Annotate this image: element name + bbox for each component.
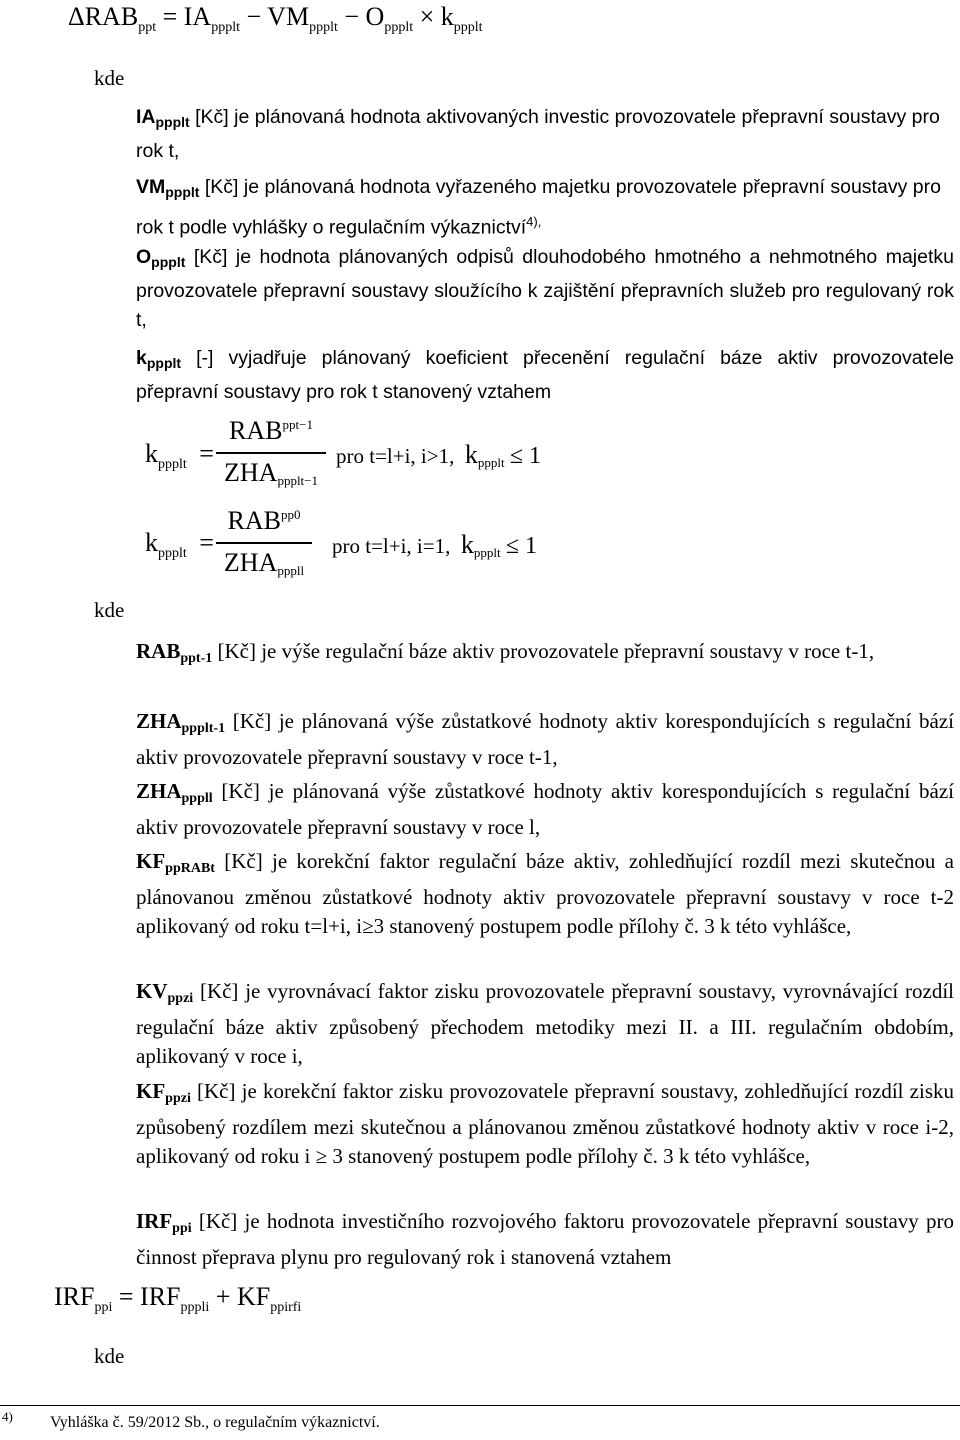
- definition-symbol: $IA_{ppplt}$: [136, 106, 190, 130]
- definition-zha-l: [136, 777, 954, 842]
- definition-text: [-] vyjadřuje plánovaný koeficient přecenění regulační báze aktiv provozovatele přepravní soustavy pro rok t stanovený vztahem: [136, 347, 954, 403]
- definition-symbol: $KV_{ppzi}$: [136, 979, 194, 1006]
- kde-label-1: kde: [94, 66, 125, 90]
- definition-symbol: $RAB_{ppt-1}$: [136, 639, 213, 666]
- eq2-term-kf: $KF_{ppirfi}$: [236, 1282, 302, 1315]
- keq1-condition: pro t=l+i, i>1, $k_{ppplt} \le 1$: [336, 440, 542, 470]
- definition-text: [Kč] je korekční faktor zisku provozovatele přepravní soustavy, zohledňující rozdíl zisku způsobený rozdílem mezi skutečnou a plánovanou změnou zůstatkové hodnoty aktiv v roce i-2, aplikovaný od roku i ≥ 3 stanovený postupem podle přílohy č. 3 k této vyhlášce,: [136, 1079, 954, 1168]
- definition-symbol: $k_{ppplt}$: [136, 347, 182, 371]
- definition-symbol: $VM_{ppplt}$: [136, 176, 200, 200]
- eq1-minus-2: −: [344, 2, 360, 31]
- definition-kf-zisk: [136, 1077, 954, 1171]
- eq2-equals: =: [118, 1282, 134, 1311]
- footnote-separator: [0, 1405, 960, 1406]
- keq1-numerator: $RAB^{ppt-1}$: [229, 416, 313, 445]
- keq1-fraction: [216, 416, 326, 489]
- footnote-reference: 4),: [526, 214, 542, 229]
- eq2-plus: +: [215, 1282, 231, 1311]
- definition-text: [Kč] je plánovaná výše zůstatkové hodnoty aktiv korespondujících s regulační bází aktiv provozovatele přepravní soustavy v roce t-1,: [136, 709, 954, 769]
- eq1-lhs: $\Delta RAB_{ppt}$: [68, 2, 157, 35]
- eq1-term-ia: $IA_{ppplt}$: [183, 2, 240, 35]
- keq2-lhs: $k_{ppplt}$ =: [145, 528, 214, 561]
- definition-rab: [136, 637, 954, 673]
- eq1-times: ×: [419, 2, 435, 31]
- definition-symbol: $ZHA_{ppplt-1}$: [136, 709, 226, 736]
- definition-symbol: $O_{ppplt}$: [136, 246, 186, 270]
- keq2-numerator: $RAB^{pp0}$: [227, 506, 301, 535]
- keq2-fraction-bar: [216, 542, 312, 544]
- definition-vm: [136, 173, 954, 243]
- keq1-denominator: $ZHA_{ppplt-1}$: [224, 458, 318, 488]
- equation-delta-rab: [68, 4, 483, 35]
- definition-text: [Kč] je hodnota plánovaných odpisů dlouhodobého hmotného a nehmotného majetku provozovatele přepravní soustavy sloužícího k zajištění přepravních služeb pro regulovaný rok t,: [136, 246, 954, 331]
- equation-irf: [54, 1284, 301, 1315]
- definition-text: [Kč] je hodnota investičního rozvojového faktoru provozovatele přepravní soustavy pro činnost přeprava plynu pro regulovaný rok i stanovená vztahem: [136, 1209, 954, 1269]
- definition-text: [Kč] je plánovaná hodnota vyřazeného majetku provozovatele přepravní soustavy pro rok t podle vyhlášky o regulačním výkaznictví: [136, 176, 941, 239]
- keq2-condition: pro t=l+i, i=1, $k_{ppplt} \le 1$: [332, 530, 538, 560]
- definition-k: [136, 344, 954, 407]
- definition-zha-t1: [136, 707, 954, 772]
- eq1-term-o: $O_{ppplt}$: [365, 2, 414, 35]
- eq1-term-vm: $VM_{ppplt}$: [267, 2, 338, 35]
- definition-ia: [136, 103, 954, 166]
- keq1-fraction-bar: [216, 452, 326, 454]
- footnote-text: Vyhláška č. 59/2012 Sb., o regulačním výkaznictví.: [50, 1414, 380, 1431]
- eq2-lhs: $IRF_{ppi}$: [54, 1282, 113, 1315]
- definition-symbol: $IRF_{ppi}$: [136, 1209, 192, 1236]
- keq2-denominator: $ZHA_{pppll}$: [223, 548, 305, 578]
- keq2-fraction: [216, 506, 312, 579]
- footnote-mark: 4): [2, 1409, 13, 1424]
- definition-text: [Kč] je vyrovnávací faktor zisku provozovatele přepravní soustavy, vyrovnávající rozdíl regulační báze aktiv způsobený přechodem metodiky mezi II. a III. regulačním obdobím, aplikovaný v roce i,: [136, 979, 954, 1068]
- eq2-term-irf: $IRF_{pppli}$: [140, 1282, 210, 1315]
- definition-kv: [136, 977, 954, 1071]
- definition-irf: [136, 1207, 954, 1272]
- definition-text: [Kč] je plánovaná hodnota aktivovaných investic provozovatele přepravní soustavy pro rok t,: [136, 106, 940, 162]
- eq1-term-k: $k_{ppplt}$: [440, 2, 483, 35]
- keq1-lhs: $k_{ppplt}$ =: [145, 439, 214, 472]
- definition-text: [Kč] je plánovaná výše zůstatkové hodnoty aktiv korespondujících s regulační bází aktiv provozovatele přepravní soustavy v roce l,: [136, 779, 954, 839]
- definition-symbol: $ZHA_{pppll}$: [136, 779, 213, 806]
- eq1-minus-1: −: [246, 2, 262, 31]
- kde-label-2: kde: [94, 598, 125, 622]
- eq1-equals: =: [162, 2, 178, 31]
- definition-o: [136, 243, 954, 335]
- definition-text: [Kč] je korekční faktor regulační báze aktiv, zohledňující rozdíl mezi skutečnou a plánovanou změnou zůstatkové hodnoty aktiv provozovatele přepravní soustavy v roce t-2 aplikovaný od roku t=l+i, i≥3 stanovený postupem podle přílohy č. 3 k této vyhlášce,: [136, 849, 954, 938]
- definition-symbol: $KF_{ppzi}$: [136, 1079, 191, 1106]
- kde-label-3: kde: [94, 1344, 125, 1368]
- definition-symbol: $KF_{ppRABt}$: [136, 849, 215, 876]
- definition-text: [Kč] je výše regulační báze aktiv provozovatele přepravní soustavy v roce t-1,: [212, 639, 875, 663]
- definition-kf-rab: [136, 847, 954, 941]
